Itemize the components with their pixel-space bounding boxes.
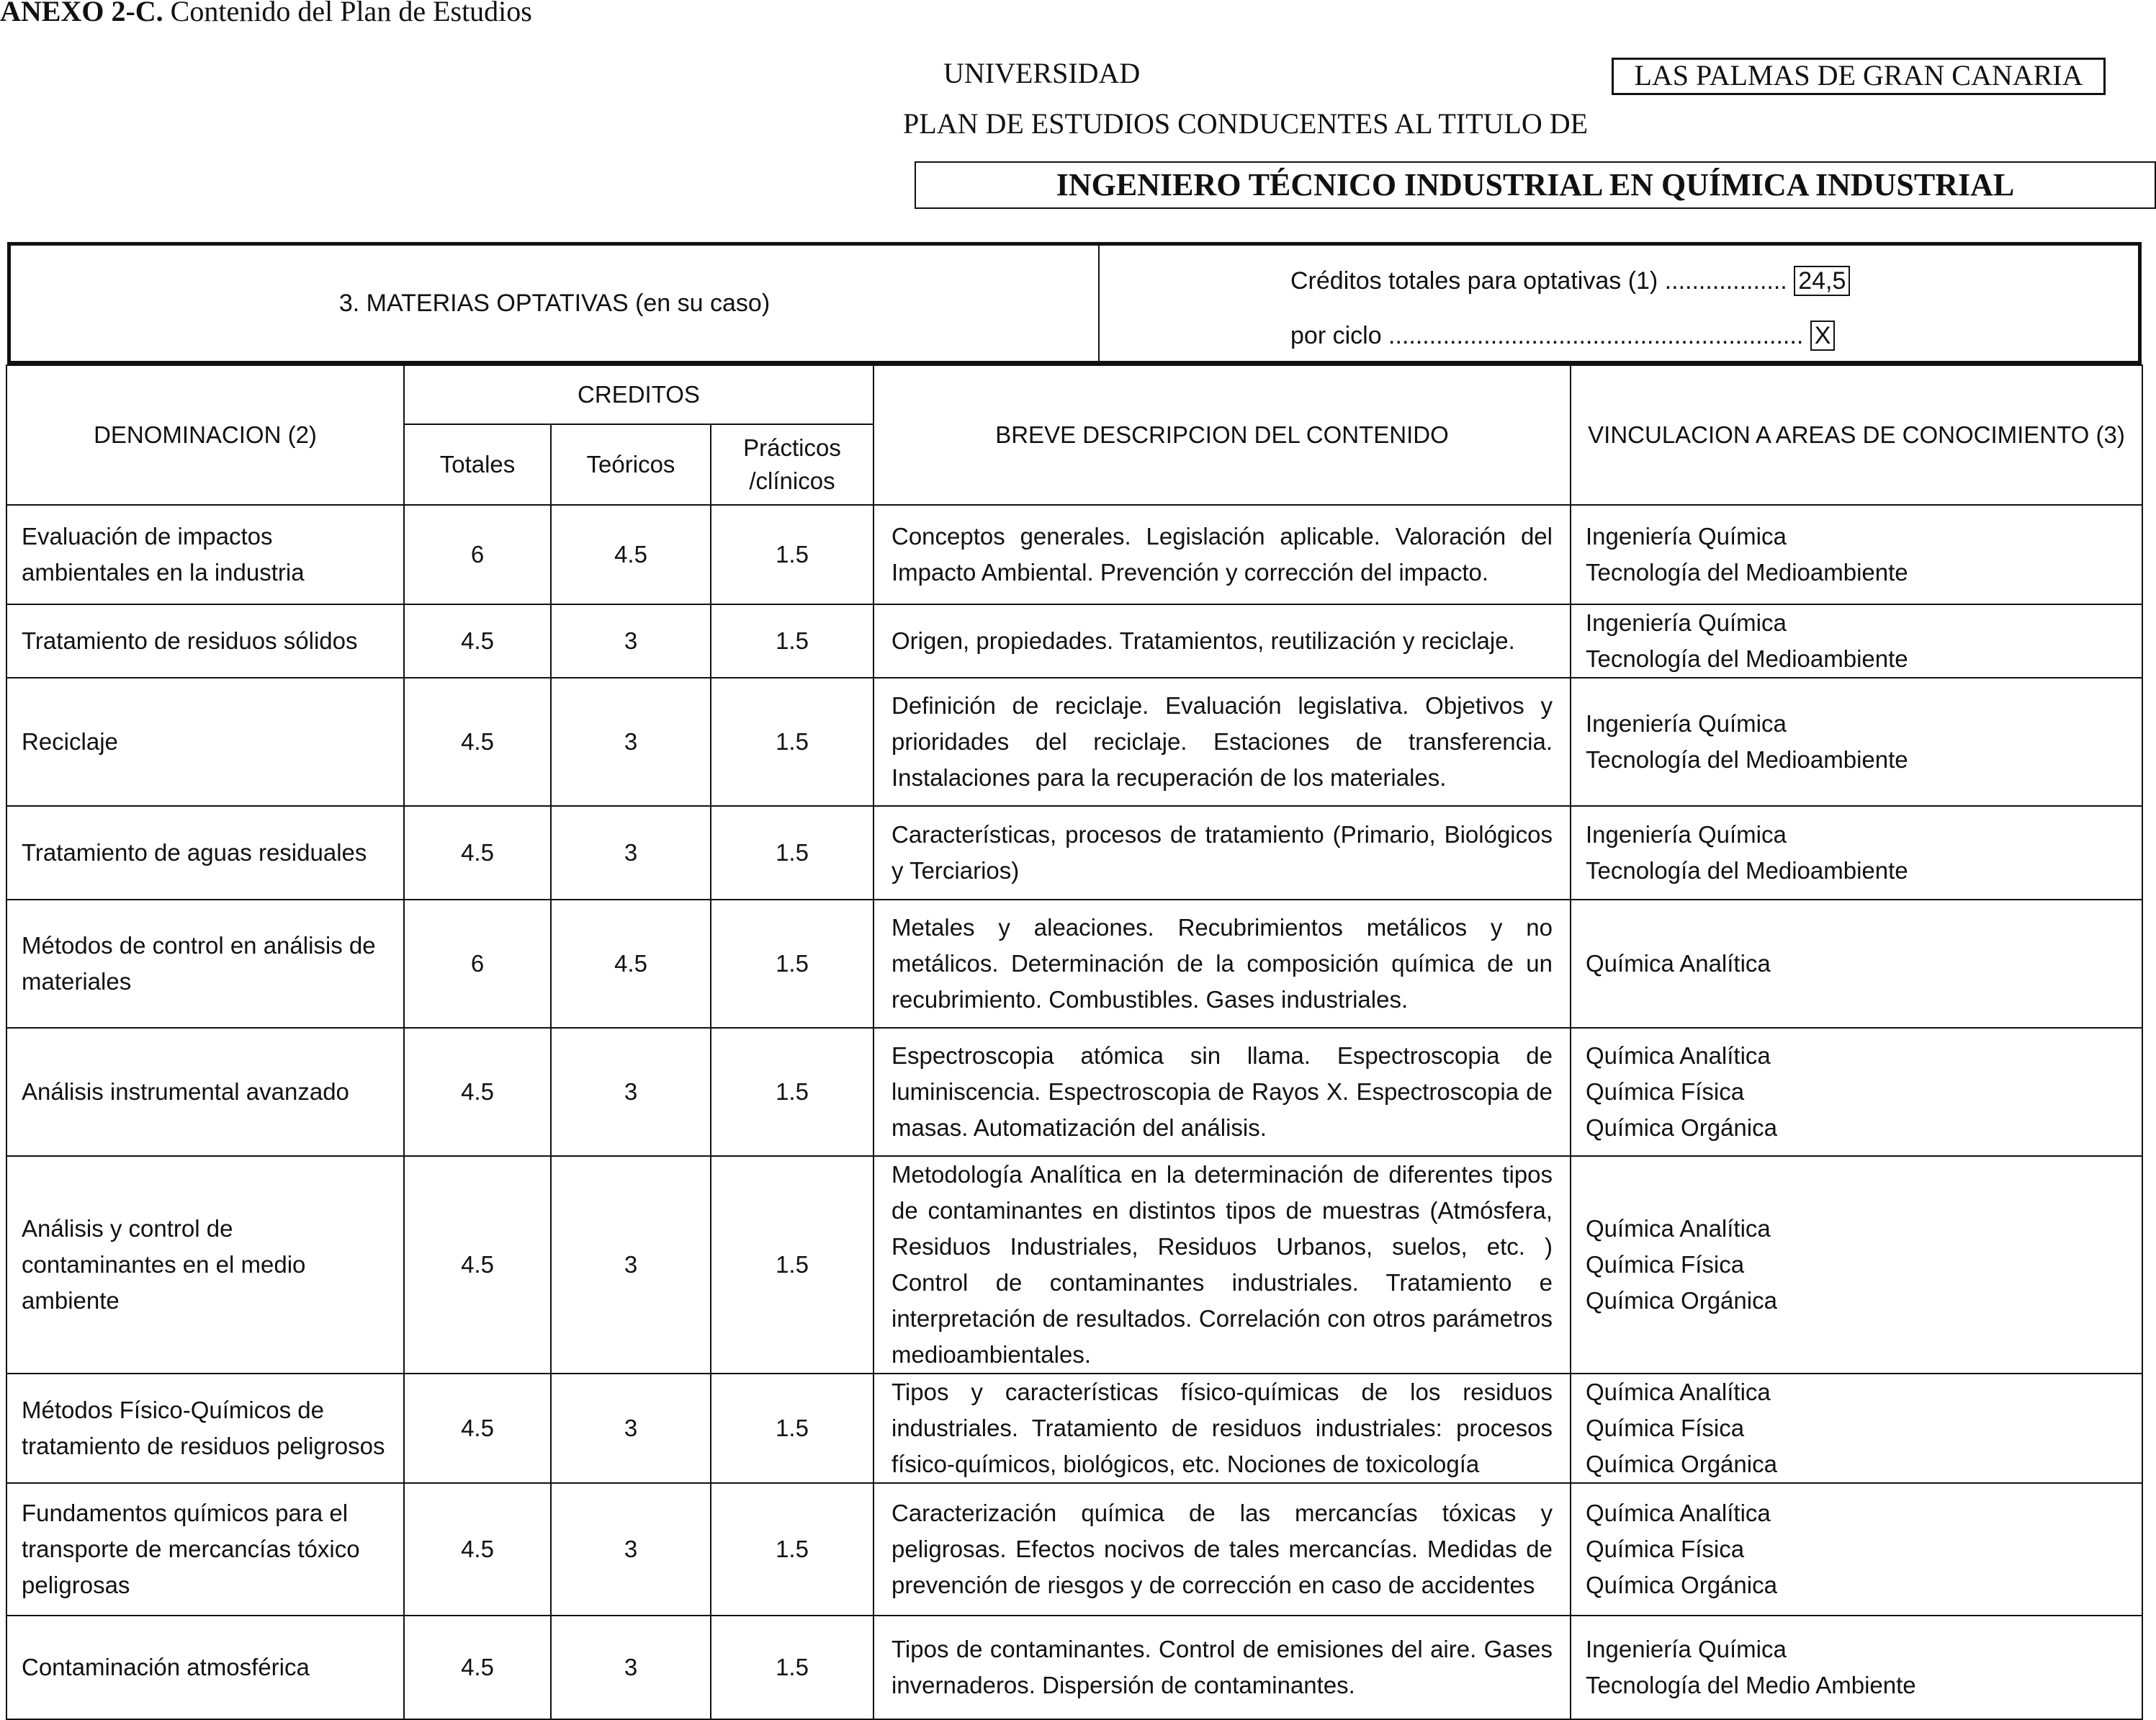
- knowledge-area: Química Orgánica: [1586, 1114, 1777, 1141]
- knowledge-area: Química Física: [1586, 1251, 1745, 1278]
- per-cycle-line: [1290, 321, 1835, 351]
- knowledge-areas: [1571, 1028, 2142, 1156]
- knowledge-area: Química Orgánica: [1586, 1451, 1777, 1477]
- table-row: [6, 806, 2142, 900]
- knowledge-area: Química Analítica: [1586, 1500, 1771, 1526]
- subject-name: Tratamiento de residuos sólidos: [6, 604, 404, 678]
- knowledge-area: Química Física: [1586, 1536, 1745, 1562]
- credits-teoricos: 3: [551, 604, 711, 678]
- subject-description: Tipos y características físico-químicas de los residuos industriales. Tratamiento de residuos industriales: procesos físico-químicos, biológicos, etc. Nociones de toxicología: [873, 1374, 1571, 1483]
- knowledge-areas: [1571, 900, 2142, 1028]
- optativas-header-block: [7, 242, 2142, 364]
- knowledge-area: Ingeniería Química: [1586, 710, 1787, 737]
- subject-name: Métodos de control en análisis de materiales: [6, 900, 404, 1028]
- table-row: [6, 604, 2142, 678]
- header-denominacion: DENOMINACION (2): [6, 365, 404, 505]
- credits-practicos: 1.5: [711, 505, 873, 604]
- credits-totales: 4.5: [404, 1156, 551, 1374]
- subject-description: Metodología Analítica en la determinación de diferentes tipos de contaminantes en distintos tipos de muestras (Atmósfera, Residuos Industriales, Residuos Urbanos, suelos, etc. ) Control de contaminantes industriales. Tratamiento e interpretación de resultados. Correlación con otros parámetros medioambientales.: [873, 1156, 1571, 1374]
- knowledge-area: Química Analítica: [1586, 1042, 1771, 1069]
- knowledge-area: Química Física: [1586, 1078, 1745, 1105]
- credits-total-label: Créditos totales para optativas (1) ..................: [1290, 267, 1787, 295]
- annex-title: Contenido del Plan de Estudios: [163, 0, 532, 27]
- optativas-credits-panel: [1100, 246, 2138, 361]
- credits-totales: 4.5: [404, 1616, 551, 1719]
- knowledge-area: Química Analítica: [1586, 1215, 1771, 1242]
- credits-teoricos: 4.5: [551, 900, 711, 1028]
- credits-teoricos: 3: [551, 1028, 711, 1156]
- subject-name: Contaminación atmosférica: [6, 1616, 404, 1719]
- plan-label: PLAN DE ESTUDIOS CONDUCENTES AL TITULO DE: [903, 107, 1589, 140]
- knowledge-areas: [1571, 1374, 2142, 1483]
- table-row: [6, 1156, 2142, 1374]
- subject-description: Metales y aleaciones. Recubrimientos metálicos y no metálicos. Determinación de la composición química de un recubrimiento. Combustibles. Gases industriales.: [873, 900, 1571, 1028]
- university-label: UNIVERSIDAD: [943, 57, 1141, 89]
- header-totales: Totales: [404, 424, 551, 505]
- knowledge-area: Ingeniería Química: [1586, 609, 1787, 636]
- subject-description: Conceptos generales. Legislación aplicable. Valoración del Impacto Ambiental. Prevención y corrección del impacto.: [873, 505, 1571, 604]
- credits-practicos: 1.5: [711, 1483, 873, 1616]
- subject-description: Características, procesos de tratamiento (Primario, Biológicos y Terciarios): [873, 806, 1571, 900]
- knowledge-area: Ingeniería Química: [1586, 523, 1787, 550]
- knowledge-area: Química Orgánica: [1586, 1572, 1777, 1598]
- knowledge-areas: [1571, 678, 2142, 806]
- degree-title-box: INGENIERO TÉCNICO INDUSTRIAL EN QUÍMICA INDUSTRIAL: [915, 161, 2156, 209]
- knowledge-areas: [1571, 1156, 2142, 1374]
- header-teoricos: Teóricos: [551, 424, 711, 505]
- table-row: [6, 505, 2142, 604]
- subject-description: Caracterización química de las mercancías tóxicas y peligrosas. Efectos nocivos de tales mercancías. Medidas de prevención de riesgos y de corrección en caso de accidentes: [873, 1483, 1571, 1616]
- credits-teoricos: 4.5: [551, 505, 711, 604]
- table-row: [6, 1374, 2142, 1483]
- credits-teoricos: 3: [551, 1483, 711, 1616]
- credits-totales: 6: [404, 505, 551, 604]
- credits-total-line: [1290, 266, 1850, 296]
- credits-practicos: 1.5: [711, 1616, 873, 1719]
- knowledge-area: Ingeniería Química: [1586, 821, 1787, 848]
- table-row: [6, 1616, 2142, 1719]
- optativas-section-title: 3. MATERIAS OPTATIVAS (en su caso): [11, 246, 1100, 361]
- subject-name: Análisis y control de contaminantes en el medio ambiente: [6, 1156, 404, 1374]
- knowledge-areas: [1571, 806, 2142, 900]
- table-row: [6, 678, 2142, 806]
- credits-totales: 4.5: [404, 1483, 551, 1616]
- credits-totales: 4.5: [404, 1028, 551, 1156]
- knowledge-area: Ingeniería Química: [1586, 1636, 1787, 1662]
- table-body: [6, 505, 2142, 1719]
- knowledge-areas: [1571, 604, 2142, 678]
- credits-practicos: 1.5: [711, 1374, 873, 1483]
- subject-name: Reciclaje: [6, 678, 404, 806]
- knowledge-area: Química Analítica: [1586, 950, 1771, 977]
- credits-totales: 6: [404, 900, 551, 1028]
- knowledge-area: Tecnología del Medioambiente: [1586, 746, 1908, 773]
- credits-practicos: 1.5: [711, 604, 873, 678]
- header-descripcion: BREVE DESCRIPCION DEL CONTENIDO: [873, 365, 1571, 505]
- table-row: [6, 900, 2142, 1028]
- annex-heading: [0, 0, 532, 28]
- knowledge-areas: [1571, 1616, 2142, 1719]
- credits-teoricos: 3: [551, 1374, 711, 1483]
- credits-totales: 4.5: [404, 678, 551, 806]
- table-header: [6, 365, 2142, 505]
- credits-practicos: 1.5: [711, 806, 873, 900]
- subject-description: Tipos de contaminantes. Control de emisiones del aire. Gases invernaderos. Dispersión de contaminantes.: [873, 1616, 1571, 1719]
- subjects-table: [6, 364, 2143, 1720]
- credits-teoricos: 3: [551, 806, 711, 900]
- subject-description: Espectroscopia atómica sin llama. Espectroscopia de luminiscencia. Espectroscopia de Rayos X. Espectroscopia de masas. Automatización del análisis.: [873, 1028, 1571, 1156]
- credits-totales: 4.5: [404, 604, 551, 678]
- credits-teoricos: 3: [551, 1156, 711, 1374]
- credits-total-value: 24,5: [1794, 266, 1850, 296]
- per-cycle-label: por ciclo .............................................................: [1290, 322, 1804, 349]
- subject-description: Definición de reciclaje. Evaluación legislativa. Objetivos y prioridades del reciclaje. Estaciones de transferencia. Instalaciones para la recuperación de los materiales.: [873, 678, 1571, 806]
- university-name-box: LAS PALMAS DE GRAN CANARIA: [1612, 58, 2106, 95]
- table-row: [6, 1028, 2142, 1156]
- credits-totales: 4.5: [404, 806, 551, 900]
- knowledge-area: Química Orgánica: [1586, 1287, 1777, 1314]
- subject-name: Análisis instrumental avanzado: [6, 1028, 404, 1156]
- knowledge-area: Tecnología del Medioambiente: [1586, 857, 1908, 884]
- per-cycle-value: X: [1810, 321, 1836, 351]
- credits-teoricos: 3: [551, 1616, 711, 1719]
- subject-description: Origen, propiedades. Tratamientos, reutilización y reciclaje.: [873, 604, 1571, 678]
- knowledge-areas: [1571, 1483, 2142, 1616]
- credits-practicos: 1.5: [711, 1028, 873, 1156]
- annex-number: ANEXO 2-C.: [0, 0, 163, 27]
- header-practicos: Prácticos /clínicos: [711, 424, 873, 505]
- knowledge-area: Química Analítica: [1586, 1379, 1771, 1405]
- knowledge-area: Tecnología del Medioambiente: [1586, 645, 1908, 672]
- header-creditos: CREDITOS: [404, 365, 873, 424]
- header-vinculacion: VINCULACION A AREAS DE CONOCIMIENTO (3): [1571, 365, 2142, 505]
- subject-name: Métodos Físico-Químicos de tratamiento de residuos peligrosos: [6, 1374, 404, 1483]
- credits-teoricos: 3: [551, 678, 711, 806]
- subject-name: Fundamentos químicos para el transporte de mercancías tóxico peligrosas: [6, 1483, 404, 1616]
- credits-totales: 4.5: [404, 1374, 551, 1483]
- credits-practicos: 1.5: [711, 1156, 873, 1374]
- knowledge-area: Tecnología del Medio Ambiente: [1586, 1672, 1916, 1698]
- knowledge-area: Química Física: [1586, 1415, 1745, 1441]
- subject-name: Tratamiento de aguas residuales: [6, 806, 404, 900]
- knowledge-areas: [1571, 505, 2142, 604]
- credits-practicos: 1.5: [711, 678, 873, 806]
- table-row: [6, 1483, 2142, 1616]
- subject-name: Evaluación de impactos ambientales en la industria: [6, 505, 404, 604]
- knowledge-area: Tecnología del Medioambiente: [1586, 559, 1908, 586]
- credits-practicos: 1.5: [711, 900, 873, 1028]
